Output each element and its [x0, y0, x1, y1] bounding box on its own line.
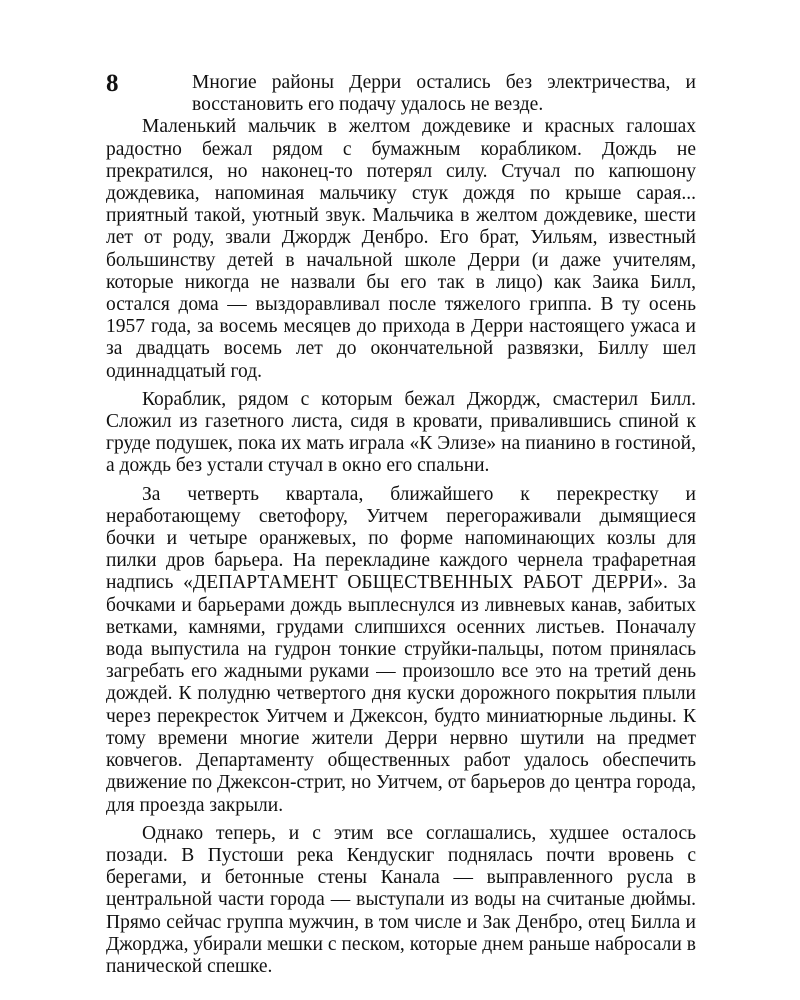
body-text: [106, 72, 696, 978]
paragraph-1: Многие районы Дерри остались без электричества, и восстановить его подачу удалось не везде.: [192, 72, 696, 116]
paragraph-3: Кораблик, рядом с которым бежал Джордж, смастерил Билл. Сложил из газетного листа, сидя в кровати, привалившись спиной к груде подушек, пока их мать играла «К Элизе» на пианино в гостиной, а дождь без устали стучал в окно его спальни.: [106, 388, 696, 477]
page-number: 8: [106, 70, 119, 97]
paragraph-5: Однако теперь, и с этим все соглашались, худшее осталось позади. В Пустоши река Кендускиг поднялась почти вровень с берегами, и бетонные стены Канала — выправленного русла в центральной части города — выступали из воды на считаные дюймы. Прямо сейчас группа мужчин, в том числе и Зак Денбро, отец Билла и Джорджа, убирали мешки с песком, которые днем раньше набросали в панической спешке.: [106, 822, 696, 977]
paragraph-4: За четверть квартала, ближайшего к перекрестку и неработающему светофору, Уитчем перегораживали дымящиеся бочки и четыре оранжевых, по форме напоминающих козлы для пилки дров барьера. На перекладине каждого чернела трафаретная надпись «ДЕПАРТАМЕНТ ОБЩЕСТВЕННЫХ РАБОТ ДЕРРИ». За бочками и барьерами дождь выплеснулся из ливневых канав, забитых ветками, камнями, грудами слипшихся осенних листьев. Поначалу вода выпустила на гудрон тонкие струйки-пальцы, потом принялась загребать его жадными руками — произошло все это на третий день дождей. К полудню четвертого дня куски дорожного покрытия плыли через перекресток Уитчем и Джексон, будто миниатюрные льдины. К тому времени многие жители Дерри нервно шутили на предмет ковчегов. Департаменту общественных работ удалось обеспечить движение по Джексон-стрит, но Уитчем, от барьеров до центра города, для проезда закрыли.: [106, 483, 696, 816]
paragraph-2: Маленький мальчик в желтом дождевике и красных галошах радостно бежал рядом с бумажным корабликом. Дождь не прекратился, но наконец-то потерял силу. Стучал по капюшону дождевика, напоминая мальчику стук дождя по крыше сарая... приятный такой, уютный звук. Мальчика в желтом дождевике, шести лет от роду, звали Джордж Денбро. Его брат, Уильям, известный большинству детей в начальной школе Дерри (и даже учителям, которые никогда не назвали бы его так в лицо) как Заика Билл, остался дома — выздоравливал после тяжелого гриппа. В ту осень 1957 года, за восемь месяцев до прихода в Дерри настоящего ужаса и за двадцать восемь лет до окончательной развязки, Биллу шел одиннадцатый год.: [106, 116, 696, 382]
